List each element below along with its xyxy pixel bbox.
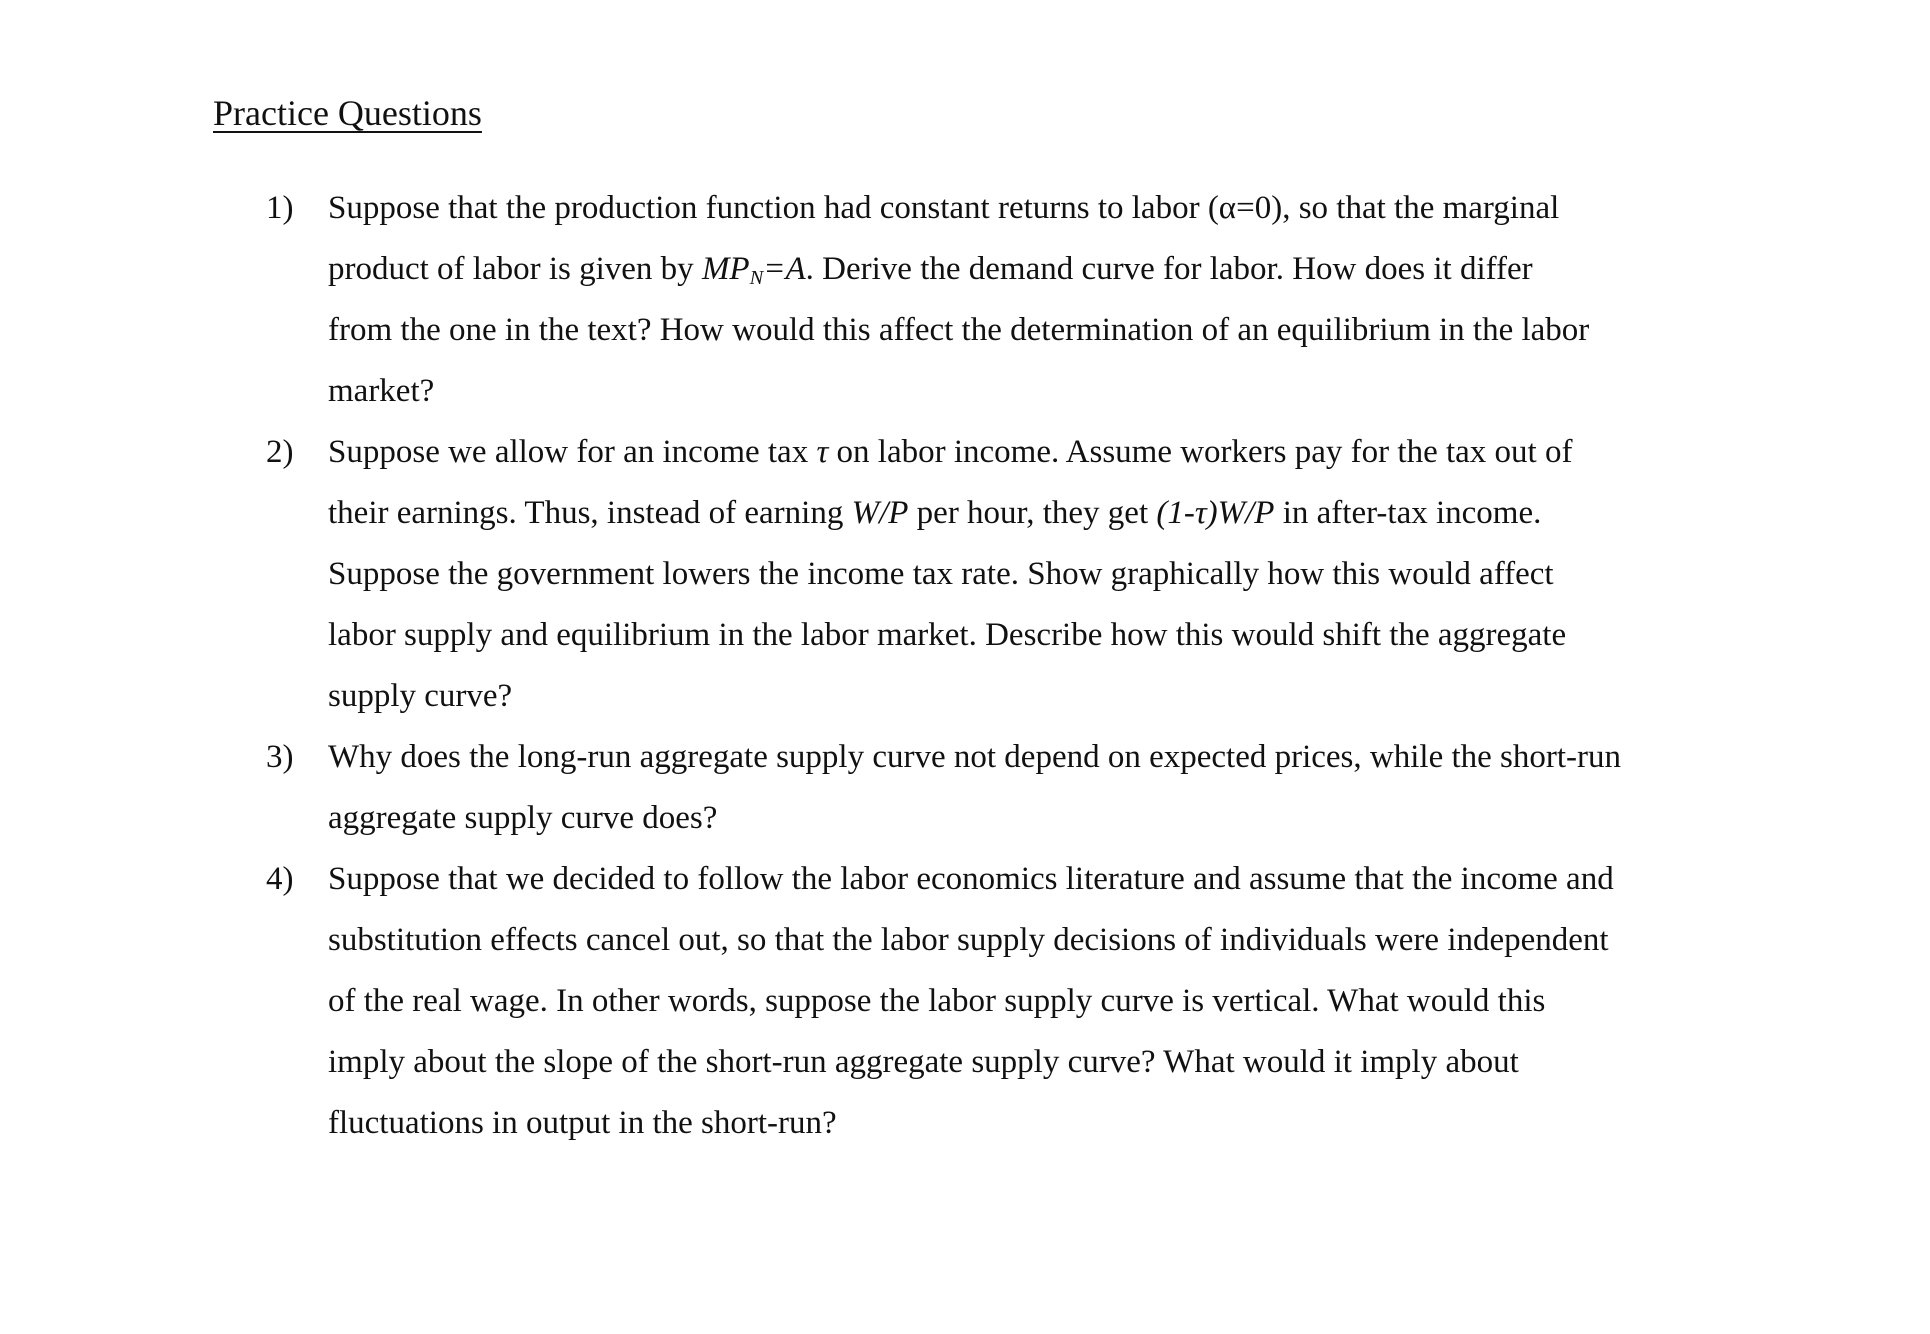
math-expression: =A (763, 251, 806, 287)
math-expression: W/P (851, 495, 909, 531)
math-subscript: N (749, 267, 764, 290)
page-title: Practice Questions (213, 93, 482, 133)
question-text-line (328, 727, 1726, 788)
question-text-line (328, 422, 1726, 483)
question-text-line (328, 239, 1726, 300)
text-run: aggregate supply curve does? (328, 800, 718, 836)
question-text-line (328, 1093, 1726, 1154)
text-run: Suppose we allow for an income tax (328, 434, 817, 470)
question-number: 3) (266, 739, 294, 775)
text-run: substitution effects cancel out, so that the labor supply decisions of individuals were independent (328, 922, 1609, 958)
question-text-line (328, 300, 1726, 361)
question-text-line (328, 361, 1726, 422)
question-item (266, 849, 1726, 1154)
math-expression: (1-τ)W/P (1156, 495, 1275, 531)
math-expression: τ (816, 434, 829, 470)
question-text-line (328, 910, 1726, 971)
question-item (266, 727, 1726, 849)
question-text-line (328, 788, 1726, 849)
text-run: of the real wage. In other words, suppose the labor supply curve is vertical. What would this (328, 983, 1546, 1019)
math-expression: MP (701, 251, 750, 287)
text-run: Suppose that we decided to follow the labor economics literature and assume that the income and (328, 861, 1614, 897)
question-text-line (328, 544, 1726, 605)
text-run: imply about the slope of the short-run aggregate supply curve? What would it imply about (328, 1044, 1519, 1080)
text-run: . Derive the demand curve for labor. How does it differ (805, 251, 1533, 287)
text-run: on labor income. Assume workers pay for the tax out of (828, 434, 1573, 470)
text-run: supply curve? (328, 678, 513, 714)
question-list (266, 178, 1726, 1154)
text-run: Suppose that the production function had constant returns to labor (α=0), so that the marginal (328, 190, 1560, 226)
text-run: in after-tax income. (1274, 495, 1542, 531)
question-text-line (328, 971, 1726, 1032)
question-text-line (328, 849, 1726, 910)
question-text-line (328, 666, 1726, 727)
question-text-line (328, 1032, 1726, 1093)
question-text-line (328, 178, 1726, 239)
question-number: 4) (266, 861, 294, 897)
question-item (266, 178, 1726, 422)
text-run: product of labor is given by (328, 251, 702, 287)
question-number: 1) (266, 190, 294, 226)
text-run: Suppose the government lowers the income tax rate. Show graphically how this would affect (328, 556, 1554, 592)
text-run: Why does the long-run aggregate supply curve not depend on expected prices, while the short-run (328, 739, 1622, 775)
question-text-line (328, 483, 1726, 544)
question-text-line (328, 605, 1726, 666)
text-run: per hour, they get (908, 495, 1157, 531)
text-run: fluctuations in output in the short-run? (328, 1105, 837, 1141)
text-run: from the one in the text? How would this affect the determination of an equilibrium in the labor (328, 312, 1590, 348)
text-run: their earnings. Thus, instead of earning (328, 495, 852, 531)
text-run: labor supply and equilibrium in the labor market. Describe how this would shift the aggregate (328, 617, 1567, 653)
question-item (266, 422, 1726, 727)
question-number: 2) (266, 434, 294, 470)
text-run: market? (328, 373, 435, 409)
